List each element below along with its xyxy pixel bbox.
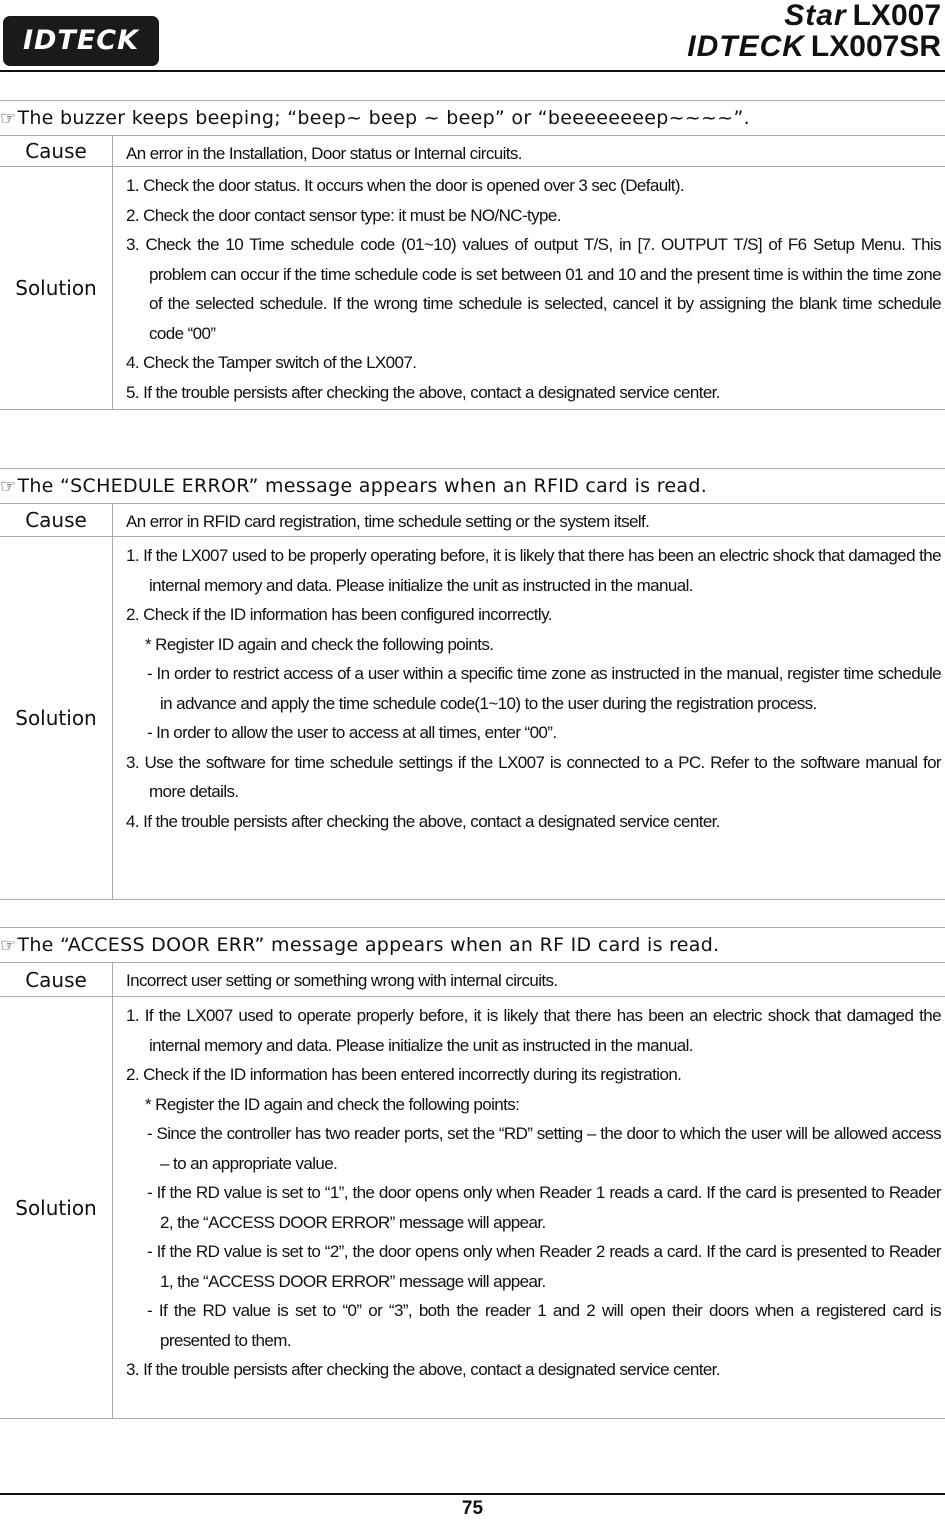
solution-item: 3. Check the 10 Time schedule code (01~10) values of output T/S, in [7. OUTPUT T/S] of F6 Setup Menu. This problem can occur if the time schedule code is set between 01 and 10 and the present time is within the time zone of the selected schedule. If the wrong time schedule is selected, cancel it by assigning the blank time schedule code “00” bbox=[126, 235, 941, 343]
cause-row bbox=[0, 504, 945, 537]
solution-subitem: - In order to allow the user to access at all times, enter “00”. bbox=[147, 723, 557, 742]
troubleshoot-section-buzzer bbox=[0, 100, 945, 410]
header-divider bbox=[0, 70, 945, 72]
solution-subnote: * Register ID again and check the following points. bbox=[145, 634, 494, 654]
solution-item: 4. If the trouble persists after checking the above, contact a designated service center. bbox=[126, 811, 720, 831]
product-brand-block bbox=[687, 0, 941, 62]
cause-row bbox=[0, 963, 945, 997]
cause-row bbox=[0, 136, 945, 167]
solution-item: 4. Check the Tamper switch of the LX007. bbox=[126, 353, 417, 372]
solution-list bbox=[113, 167, 945, 409]
solution-subitem: - If the RD value is set to “0” or “3”, both the reader 1 and 2 will open their doors when a registered card is presented to them. bbox=[147, 1301, 941, 1350]
solution-list bbox=[113, 537, 945, 899]
solution-subnote: * Register the ID again and check the following points: bbox=[145, 1094, 520, 1114]
solution-subitem: - If the RD value is set to “1”, the door opens only when Reader 1 reads a card. If the card is presented to Reader 2, the “ACCESS DOOR ERROR” message will appear. bbox=[147, 1183, 941, 1232]
solution-row bbox=[0, 997, 945, 1419]
section-title-text: The buzzer keeps beeping; “beep~ beep ~ beep” or “beeeeeeeep~~~~”. bbox=[17, 107, 750, 129]
brand-line-star bbox=[687, 0, 941, 31]
troubleshoot-section-schedule-error bbox=[0, 468, 945, 900]
model-lx007sr: LX007SR bbox=[810, 30, 941, 63]
solution-item: 3. If the trouble persists after checking the above, contact a designated service center. bbox=[126, 1360, 720, 1379]
idteck-brand-mark: IDTECK bbox=[687, 30, 805, 63]
cause-label: Cause bbox=[0, 136, 113, 166]
section-title bbox=[0, 468, 945, 504]
solution-list bbox=[113, 997, 945, 1418]
pointing-hand-icon: ☞ bbox=[0, 476, 17, 497]
cause-label: Cause bbox=[0, 963, 113, 996]
solution-subitem: - If the RD value is set to “2”, the door opens only when Reader 2 reads a card. If the card is presented to Reader 1, the “ACCESS DOOR ERROR” message will appear. bbox=[147, 1242, 941, 1291]
pointing-hand-icon: ☞ bbox=[0, 108, 17, 129]
solution-subitem: - Since the controller has two reader ports, set the “RD” setting – the door to which the user will be allowed access – to an appropriate value. bbox=[147, 1124, 941, 1173]
section-title-text: The “SCHEDULE ERROR” message appears when an RFID card is read. bbox=[17, 475, 708, 497]
page-header bbox=[0, 0, 945, 72]
section-title bbox=[0, 100, 945, 136]
solution-label: Solution bbox=[0, 997, 113, 1418]
pointing-hand-icon: ☞ bbox=[0, 935, 17, 956]
troubleshoot-section-access-door-err bbox=[0, 927, 945, 1419]
section-title bbox=[0, 927, 945, 963]
cause-text: An error in RFID card registration, time schedule setting or the system itself. bbox=[126, 512, 650, 531]
solution-item: 1. If the LX007 used to be properly operating before, it is likely that there has been an electric shock that damaged the internal memory and data. Please initialize the unit as instructed in the manual. bbox=[126, 546, 941, 595]
logo-text: IDTECK bbox=[22, 25, 140, 56]
cause-text: An error in the Installation, Door status or Internal circuits. bbox=[126, 144, 522, 163]
solution-item: 2. Check if the ID information has been entered incorrectly during its registration. bbox=[126, 1065, 682, 1084]
model-lx007: LX007 bbox=[852, 0, 941, 32]
solution-item: 3. Use the software for time schedule settings if the LX007 is connected to a PC. Refer to the software manual for more details. bbox=[126, 752, 941, 801]
solution-item: 2. Check if the ID information has been configured incorrectly. bbox=[126, 605, 552, 624]
cause-label: Cause bbox=[0, 504, 113, 536]
solution-item: 1. Check the door status. It occurs when the door is opened over 3 sec (Default). bbox=[126, 176, 685, 195]
cause-text: Incorrect user setting or something wrong with internal circuits. bbox=[126, 971, 558, 990]
solution-item: 5. If the trouble persists after checking the above, contact a designated service center. bbox=[126, 382, 720, 402]
solution-label: Solution bbox=[0, 537, 113, 899]
section-title-text: The “ACCESS DOOR ERR” message appears when an RF ID card is read. bbox=[17, 934, 720, 956]
solution-item: 2. Check the door contact sensor type: it must be NO/NC-type. bbox=[126, 205, 561, 225]
solution-row bbox=[0, 537, 945, 900]
footer-divider bbox=[0, 1493, 945, 1495]
solution-subitem: - In order to restrict access of a user within a specific time zone as instructed in the manual, register time schedule in advance and apply the time schedule code(1~10) to the user during the registration process. bbox=[147, 664, 941, 713]
star-brand-mark: Star bbox=[784, 0, 847, 32]
solution-item: 1. If the LX007 used to operate properly before, it is likely that there has been an electric shock that damaged the internal memory and data. Please initialize the unit as instructed in the manual. bbox=[126, 1006, 941, 1055]
page-number: 75 bbox=[461, 1498, 484, 1519]
solution-label: Solution bbox=[0, 167, 113, 409]
solution-row bbox=[0, 167, 945, 410]
brand-line-idteck bbox=[687, 31, 941, 62]
idteck-logo bbox=[3, 16, 159, 66]
